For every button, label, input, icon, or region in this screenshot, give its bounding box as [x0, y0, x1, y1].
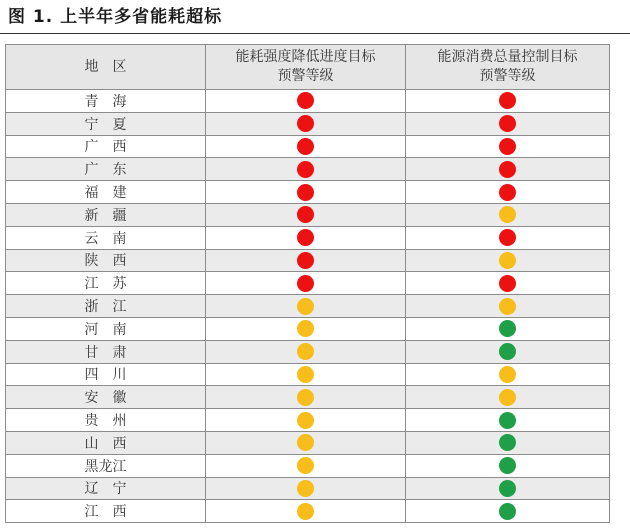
region-cell — [6, 203, 206, 226]
intensity-level-cell — [206, 135, 406, 158]
table-row — [6, 317, 610, 340]
warning-level-dot-icon — [297, 434, 314, 451]
total-level-cell — [406, 90, 610, 113]
intensity-level-cell — [206, 181, 406, 204]
warning-level-dot-icon — [499, 252, 516, 269]
warning-level-dot-icon — [499, 434, 516, 451]
table-header-row — [6, 45, 610, 90]
region-cell — [6, 386, 206, 409]
total-level-cell — [406, 363, 610, 386]
intensity-header-line1: 能耗强度降低进度目标 — [235, 49, 376, 65]
total-level-cell — [406, 477, 610, 500]
region-column-header: 地区 — [6, 45, 206, 90]
warning-level-dot-icon — [499, 366, 516, 383]
intensity-level-cell — [206, 363, 406, 386]
total-level-cell — [406, 295, 610, 318]
energy-warning-table — [5, 44, 610, 523]
warning-level-dot-icon — [499, 206, 516, 223]
table-row — [6, 135, 610, 158]
intensity-level-cell — [206, 500, 406, 523]
region-name: 云南 — [84, 230, 141, 247]
region-cell — [6, 112, 206, 135]
warning-level-dot-icon — [499, 503, 516, 520]
warning-level-dot-icon — [499, 115, 516, 132]
region-name: 甘肃 — [84, 344, 141, 361]
warning-level-dot-icon — [297, 161, 314, 178]
warning-level-dot-icon — [297, 503, 314, 520]
warning-level-dot-icon — [499, 229, 516, 246]
table-row — [6, 431, 610, 454]
region-cell — [6, 454, 206, 477]
region-cell — [6, 477, 206, 500]
warning-level-dot-icon — [297, 298, 314, 315]
warning-level-dot-icon — [297, 275, 314, 292]
intensity-level-cell — [206, 477, 406, 500]
region-name: 广东 — [84, 162, 141, 179]
total-level-cell — [406, 112, 610, 135]
region-cell — [6, 340, 206, 363]
intensity-level-cell — [206, 454, 406, 477]
region-cell — [6, 158, 206, 181]
total-level-cell — [406, 386, 610, 409]
figure-title: 图 1. 上半年多省能耗超标 — [8, 7, 223, 27]
region-cell — [6, 135, 206, 158]
total-header-line1: 能源消费总量控制目标 — [437, 49, 578, 65]
total-level-cell — [406, 158, 610, 181]
total-level-cell — [406, 317, 610, 340]
warning-level-dot-icon — [297, 320, 314, 337]
intensity-level-cell — [206, 158, 406, 181]
total-level-cell — [406, 203, 610, 226]
region-name: 四川 — [84, 367, 141, 384]
warning-level-dot-icon — [297, 480, 314, 497]
table-row — [6, 295, 610, 318]
table-row — [6, 500, 610, 523]
table-row — [6, 226, 610, 249]
total-level-cell — [406, 272, 610, 295]
warning-level-dot-icon — [499, 275, 516, 292]
table-row — [6, 249, 610, 272]
table-row — [6, 90, 610, 113]
warning-level-dot-icon — [499, 412, 516, 429]
region-cell — [6, 226, 206, 249]
intensity-level-cell — [206, 295, 406, 318]
region-name: 青海 — [84, 93, 141, 110]
warning-level-dot-icon — [499, 343, 516, 360]
region-name: 浙江 — [84, 299, 141, 316]
warning-level-dot-icon — [297, 92, 314, 109]
title-divider — [0, 33, 630, 34]
region-name: 江西 — [84, 504, 141, 521]
warning-table-container — [5, 44, 609, 523]
total-level-cell — [406, 340, 610, 363]
warning-level-dot-icon — [297, 252, 314, 269]
warning-level-dot-icon — [499, 457, 516, 474]
total-header-line2: 预警等级 — [479, 68, 536, 84]
region-cell — [6, 317, 206, 340]
warning-level-dot-icon — [499, 298, 516, 315]
region-cell — [6, 181, 206, 204]
intensity-level-cell — [206, 431, 406, 454]
warning-level-dot-icon — [297, 138, 314, 155]
region-cell — [6, 500, 206, 523]
warning-level-dot-icon — [297, 206, 314, 223]
table-row — [6, 272, 610, 295]
table-row — [6, 203, 610, 226]
warning-level-dot-icon — [297, 366, 314, 383]
total-level-cell — [406, 226, 610, 249]
intensity-level-cell — [206, 272, 406, 295]
warning-level-dot-icon — [499, 320, 516, 337]
total-level-cell — [406, 409, 610, 432]
region-cell — [6, 295, 206, 318]
region-name: 安徽 — [84, 390, 141, 407]
warning-level-dot-icon — [499, 138, 516, 155]
total-level-cell — [406, 431, 610, 454]
region-name: 黑龙江 — [84, 458, 127, 475]
total-level-cell — [406, 454, 610, 477]
region-name: 广西 — [84, 139, 141, 156]
intensity-level-cell — [206, 249, 406, 272]
intensity-level-cell — [206, 90, 406, 113]
total-level-cell — [406, 181, 610, 204]
warning-level-dot-icon — [297, 457, 314, 474]
warning-level-dot-icon — [297, 229, 314, 246]
region-cell — [6, 431, 206, 454]
region-name: 福建 — [84, 185, 141, 202]
intensity-level-cell — [206, 409, 406, 432]
region-cell — [6, 272, 206, 295]
region-name: 山西 — [84, 435, 141, 452]
table-row — [6, 409, 610, 432]
intensity-level-cell — [206, 226, 406, 249]
region-name: 江苏 — [84, 276, 141, 293]
warning-level-dot-icon — [297, 412, 314, 429]
region-name: 宁夏 — [84, 116, 141, 133]
region-cell — [6, 90, 206, 113]
table-row — [6, 454, 610, 477]
intensity-level-cell — [206, 340, 406, 363]
region-cell — [6, 363, 206, 386]
region-name: 辽宁 — [84, 481, 141, 498]
table-row — [6, 477, 610, 500]
warning-level-dot-icon — [499, 184, 516, 201]
total-level-cell — [406, 500, 610, 523]
table-row — [6, 158, 610, 181]
region-name: 贵州 — [84, 413, 141, 430]
warning-level-dot-icon — [499, 92, 516, 109]
total-level-cell — [406, 135, 610, 158]
total-level-cell — [406, 249, 610, 272]
warning-level-dot-icon — [297, 389, 314, 406]
table-row — [6, 181, 610, 204]
warning-level-dot-icon — [297, 115, 314, 132]
region-name: 新疆 — [84, 207, 141, 224]
region-cell — [6, 249, 206, 272]
intensity-header-line2: 预警等级 — [277, 68, 334, 84]
table-row — [6, 386, 610, 409]
region-cell — [6, 409, 206, 432]
table-row — [6, 363, 610, 386]
warning-level-dot-icon — [297, 184, 314, 201]
warning-level-dot-icon — [499, 161, 516, 178]
region-name: 陕西 — [84, 253, 141, 270]
intensity-level-cell — [206, 386, 406, 409]
intensity-level-cell — [206, 203, 406, 226]
region-name: 河南 — [84, 321, 141, 338]
table-body — [6, 90, 610, 523]
warning-level-dot-icon — [297, 343, 314, 360]
table-row — [6, 112, 610, 135]
warning-level-dot-icon — [499, 480, 516, 497]
table-row — [6, 340, 610, 363]
intensity-level-cell — [206, 317, 406, 340]
intensity-level-cell — [206, 112, 406, 135]
total-column-header — [406, 45, 610, 90]
intensity-column-header — [206, 45, 406, 90]
warning-level-dot-icon — [499, 389, 516, 406]
